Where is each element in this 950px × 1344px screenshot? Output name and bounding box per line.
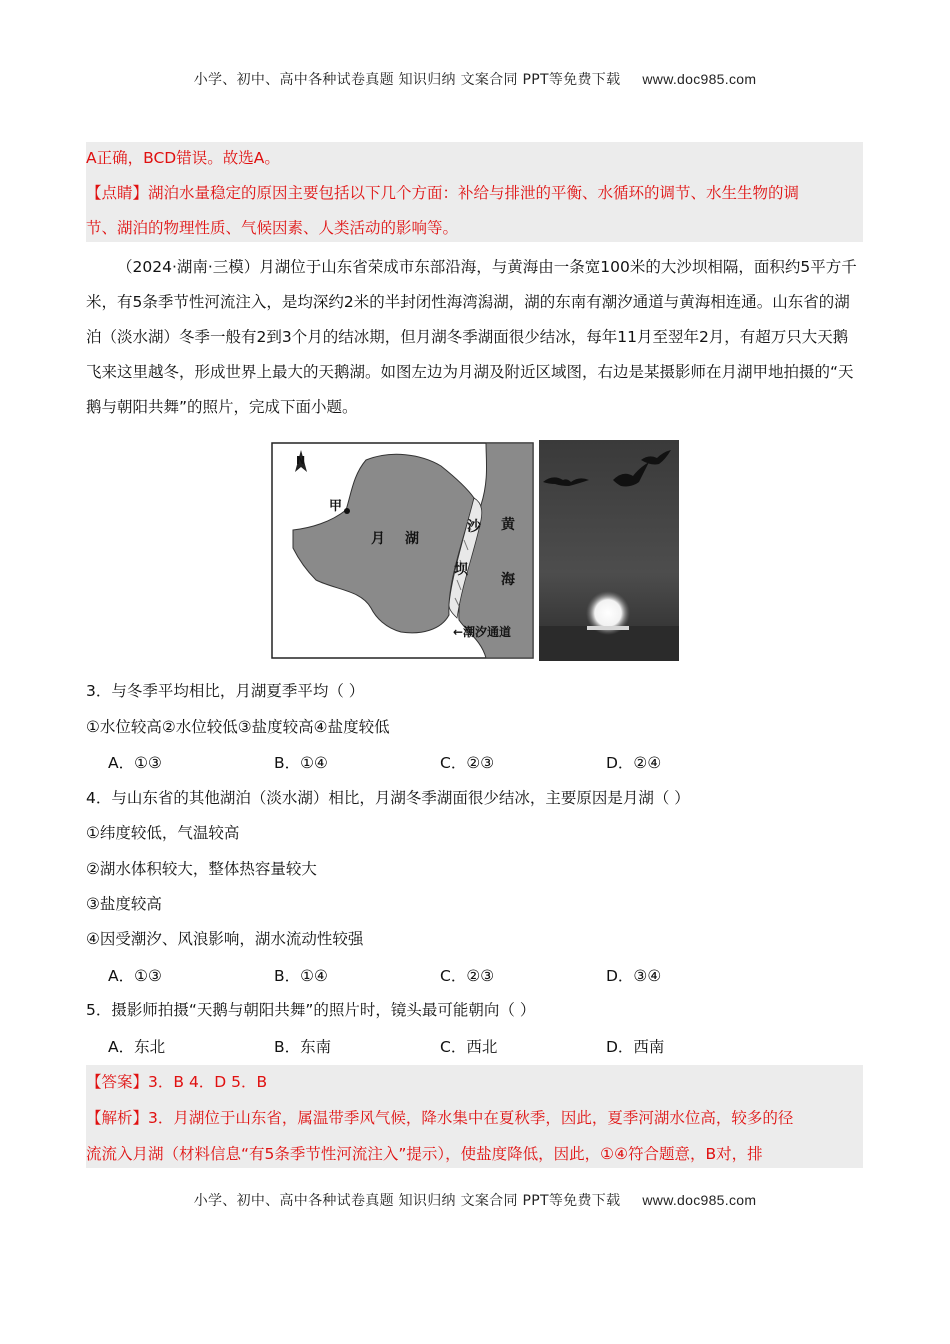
analysis-text-1: 3．月湖位于山东省，属温带季风气候，降水集中在夏秋季，因此，夏季河湖水位高，较多的径 xyxy=(148,1109,794,1127)
q4-option-a[interactable]: A．①③ xyxy=(108,967,162,985)
q5-option-c[interactable]: C．西北 xyxy=(440,1038,498,1056)
q4-item-4: ④因受潮汐、风浪影响，湖水流动性较强 xyxy=(86,930,364,948)
label-lake-2: 湖 xyxy=(405,531,419,547)
q4-options xyxy=(108,964,848,986)
q4-item-2: ②湖水体积较大，整体热容量较大 xyxy=(86,860,317,878)
label-bar-2: 坝 xyxy=(454,562,468,578)
footer-site[interactable]: www.doc985.com xyxy=(642,1192,757,1208)
page-header xyxy=(0,69,950,89)
point-jia xyxy=(344,508,350,514)
q5-options xyxy=(108,1035,848,1057)
analysis-label: 【解析】 xyxy=(86,1109,149,1127)
q5-option-d[interactable]: D．西南 xyxy=(606,1038,665,1056)
header-site[interactable]: www.doc985.com xyxy=(642,71,757,87)
tip-label: 【点睛】 xyxy=(86,184,149,202)
q4-item-1: ①纬度较低，气温较高 xyxy=(86,824,240,842)
tip-line-1 xyxy=(86,182,799,204)
q5-stem: 5．摄影师拍摄“天鹅与朝阳共舞”的照片时，镜头最可能朝向（ ） xyxy=(86,1001,536,1019)
q5-option-a[interactable]: A．东北 xyxy=(108,1038,166,1056)
label-lake-1: 月 xyxy=(371,531,385,547)
north-label: N xyxy=(296,454,306,467)
q4-option-c[interactable]: C．②③ xyxy=(440,967,495,985)
q3-option-d[interactable]: D．②④ xyxy=(606,754,662,772)
q5-option-b[interactable]: B．东南 xyxy=(274,1038,332,1056)
q3-options xyxy=(108,751,848,773)
q3-items: ①水位较高②水位较低③盐度较高④盐度较低 xyxy=(86,718,390,736)
answer-line: A正确，BCD错误。故选A。 xyxy=(86,149,280,167)
label-bar-1: 沙 xyxy=(467,519,481,535)
q4-option-b[interactable]: B．①④ xyxy=(274,967,328,985)
photo-sun-reflection xyxy=(587,626,629,630)
q3-option-b[interactable]: B．①④ xyxy=(274,754,328,772)
label-jia: 甲 xyxy=(329,499,343,514)
label-sea-2: 海 xyxy=(501,572,515,588)
tip-line-2: 节、湖泊的物理性质、气候因素、人类活动的影响等。 xyxy=(86,219,459,237)
q3-stem: 3．与冬季平均相比，月湖夏季平均（ ） xyxy=(86,682,365,700)
label-channel: ←潮汐通道 xyxy=(453,625,512,639)
q4-item-3: ③盐度较高 xyxy=(86,895,162,913)
page-footer xyxy=(0,1190,950,1210)
answer-text: 3．B 4．D 5．B xyxy=(148,1073,268,1091)
material-paragraph: （2024·湖南·三模）月湖位于山东省荣成市东部沿海，与黄海由一条宽100米的大沙坝相隔，面积约5平方千米，有5条季节性河流注入，是均深约2米的半封闭性海湾潟湖，湖的东南有潮汐通道与黄海相连通。山东省的湖泊（淡水湖）冬季一般有2到3个月的结冰期，但月湖冬季湖面很少结冰，每年11月至翌年2月，有超万只大天鹅飞来这里越冬，形成世界上最大的天鹅湖。如图左边为月湖及附近区域图，右边是某摄影师在月湖甲地拍摄的“天鹅与朝阳共舞”的照片，完成下面小题。 xyxy=(86,258,857,416)
footer-text: 小学、初中、高中各种试卷真题 知识归纳 文案合同 PPT等免费下载 xyxy=(193,1193,621,1209)
label-sea-1: 黄 xyxy=(501,517,515,533)
answer-label: 【答案】 xyxy=(86,1073,149,1091)
analysis-line-2: 流流入月湖（材料信息“有5条季节性河流注入”提示），使盐度降低，因此，①④符合题意，B对，排 xyxy=(86,1145,763,1163)
lake-figure xyxy=(271,440,679,661)
header-text: 小学、初中、高中各种试卷真题 知识归纳 文案合同 PPT等免费下载 xyxy=(193,72,621,88)
analysis-line-1 xyxy=(86,1107,793,1129)
answer-line xyxy=(86,1071,267,1093)
tip-text-1: 湖泊水量稳定的原因主要包括以下几个方面：补给与排泄的平衡、水循环的调节、水生生物的调 xyxy=(148,184,800,202)
q3-option-a[interactable]: A．①③ xyxy=(108,754,162,772)
q3-option-c[interactable]: C．②③ xyxy=(440,754,495,772)
q4-option-d[interactable]: D．③④ xyxy=(606,967,662,985)
figure-svg xyxy=(271,440,679,661)
q4-stem: 4．与山东省的其他湖泊（淡水湖）相比，月湖冬季湖面很少结冰，主要原因是月湖（ ） xyxy=(86,789,690,807)
